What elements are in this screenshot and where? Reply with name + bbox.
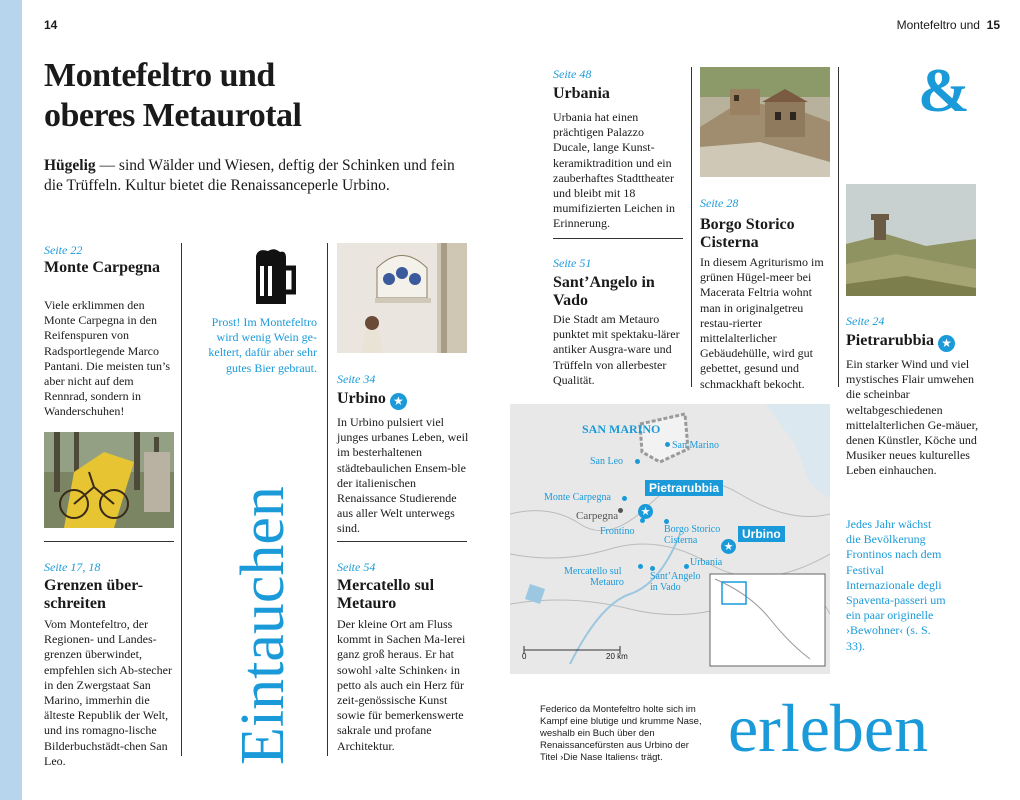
map-dot-urbania (684, 564, 689, 569)
intro-paragraph: Hügelig — sind Wälder und Wiesen, deftig der Schinken und fein die Trüffeln. Kultur bietet die Renaissanceperle Urbino. (44, 157, 455, 194)
map-label-frontino: Frontino (600, 526, 635, 537)
page-title: Montefeltro und oberes Metaurotal (44, 57, 302, 134)
pietrarubbia-title: Pietrarubbia ★ (846, 332, 955, 352)
federico-caption: Federico da Montefeltro holte sich im Kampf eine blutige und krumme Nase, weshalb ein Buch über den Renaissancefürsten aus Urbino der Titel ›Die Nase Italiens‹ trägt. (540, 704, 702, 763)
mercatello-title: Mercatello sul Metauro (337, 577, 435, 612)
map-dot-carpegna (618, 508, 623, 513)
map-label-mercatello-1: Mercatello sul (564, 566, 622, 577)
running-head: Montefeltro und 15 (896, 18, 1000, 32)
star-icon: ★ (938, 335, 955, 352)
cyclist-sculpture-photo (44, 432, 174, 528)
santangelo-title: Sant’Angelo in Vado (553, 274, 655, 309)
column-rule-1 (181, 243, 182, 756)
pietrarubbia-ref: Seite 24 (846, 314, 885, 328)
borgo-village-photo (700, 67, 830, 177)
map-label-san-marino-country: SAN MARINO (582, 422, 661, 436)
borgo-text: In diesem Agriturismo im grünen Hügel-meer bei Macerata Feltria wohnt man in originalgetreu restau-rierter mittelalterlicher Gebäudehülle, wird gut gebettet, gesund und schmackhaft bekocht. (700, 255, 824, 391)
map-label-monte-carpegna: Monte Carpegna (544, 492, 611, 503)
map-label-mercatello-2: Metauro (590, 577, 624, 588)
map-label-santangelo-2: in Vado (650, 582, 681, 593)
grenzen-ref: Seite 17, 18 (44, 560, 101, 574)
map-label-urbino: Urbino (738, 526, 785, 542)
spaventa-note: Jedes Jahr wächst die Bevölkerung Frontinos nach dem Festival Internazionale degli Spaventa-passeri um ein paar originelle ›Bewohner‹ (s. S. 33). (846, 517, 946, 653)
map-label-carpegna: Carpegna (576, 510, 619, 522)
urbino-text: In Urbino pulsiert viel junges urbanes Leben, weil im besterhaltenen städtebaulichen Ensem-ble der italienischen Renaissance Studierende aus aller Welt unterwegs sind. (337, 415, 469, 536)
left-page-number: 14 (44, 18, 58, 32)
monte-carpegna-title: Monte Carpegna (44, 259, 160, 276)
urbino-title: Urbino ★ (337, 390, 407, 410)
map-scale-zero: 0 (522, 652, 527, 661)
map-label-santangelo-1: Sant’Angelo (650, 571, 701, 582)
map-label-san-marino: San Marino (672, 440, 719, 451)
grenzen-text: Vom Montefeltro, der Regionen- und Landes-grenzen überwindet, empfehlen sich Ab-stecher in den Zwergstaat San Marino, immerhin die älteste Republik der Welt, und ins romagno-lische Bilderbuchstädt-chen San Leo. (44, 617, 172, 768)
map-dot-monte-carpegna (622, 496, 627, 501)
map-dot-san-marino (665, 442, 670, 447)
word-erleben: erleben (728, 690, 929, 766)
vertical-word-eintauchen: Eintauchen (229, 486, 297, 765)
beer-note: Prost! Im Montefeltro wird wenig Wein ge-keltert, dafür aber sehr gutes Bier gebraut. (208, 315, 317, 375)
beer-mug-icon (252, 248, 296, 311)
map-scale-km: 20 km (606, 652, 628, 661)
column4-divider (553, 238, 683, 239)
column1-divider (44, 541, 174, 542)
map-star-urbino: ★ (721, 535, 736, 554)
map-label-pietrarubbia: Pietrarubbia (645, 480, 723, 496)
map-label-san-leo: San Leo (590, 456, 624, 467)
urbania-text: Urbania hat einen prächtigen Palazzo Ducale, lange Kunst-keramiktradition und ein zauberhaftes Stadttheater und bleibt mit 18 mumifizierten Leichen in Erinnerung. (553, 110, 675, 231)
column-rule-4 (838, 67, 839, 387)
column-rule-2 (327, 243, 328, 756)
region-map (510, 404, 830, 674)
pietrarubbia-landscape-photo (846, 184, 976, 296)
column-rule-3 (691, 67, 692, 387)
book-spine-band (0, 0, 22, 800)
mercatello-text: Der kleine Ort am Fluss kommt in Sachen Ma-lerei ganz groß heraus. Er hat sowohl ›alte Schinken‹ in petto als auch ein Herz für zeit-genössische Kunst sowie für bemerkenswerte sakrale und profane Architektur. (337, 617, 466, 753)
map-label-borgo-1: Borgo Storico (664, 524, 721, 535)
map-dot-san-leo (635, 459, 640, 464)
urbino-art-photo (337, 243, 467, 353)
map-dot-mercatello (638, 564, 643, 569)
pietrarubbia-text: Ein starker Wind und viel mystisches Flair umwehen die scheinbar weltabgeschiedenen mittelalterlichen Ge-mäuer, denen Künstler, Köche und Musiker neues kulturelles Leben einhauchen. (846, 357, 979, 478)
mercatello-ref: Seite 54 (337, 560, 376, 574)
map-label-borgo-2: Cisterna (664, 535, 698, 546)
map-label-urbania: Urbania (690, 557, 723, 568)
star-icon: ★ (390, 393, 407, 410)
santangelo-text: Die Stadt am Metauro punktet mit spektaku-lärer antiker Ausgra-ware und Trüffeln von allerbester Qualität. (553, 312, 680, 387)
monte-carpegna-text: Viele erklimmen den Monte Carpegna in den Reifenspuren von Radsportlegende Marco Pantani. Die meisten tun’s aber nicht auf dem Rennrad, sondern in Wanderschuhen! (44, 298, 170, 419)
map-star-pietrarubbia: ★ (638, 500, 653, 519)
grenzen-title: Grenzen über-schreiten (44, 577, 144, 612)
santangelo-ref: Seite 51 (553, 256, 592, 270)
urbino-ref: Seite 34 (337, 372, 376, 386)
ampersand: & (918, 57, 970, 125)
urbania-ref: Seite 48 (553, 67, 592, 81)
column3-divider (337, 541, 467, 542)
monte-carpegna-ref: Seite 22 (44, 243, 83, 257)
borgo-title: Borgo Storico Cisterna (700, 216, 795, 251)
urbania-title: Urbania (553, 85, 610, 102)
borgo-ref: Seite 28 (700, 196, 739, 210)
